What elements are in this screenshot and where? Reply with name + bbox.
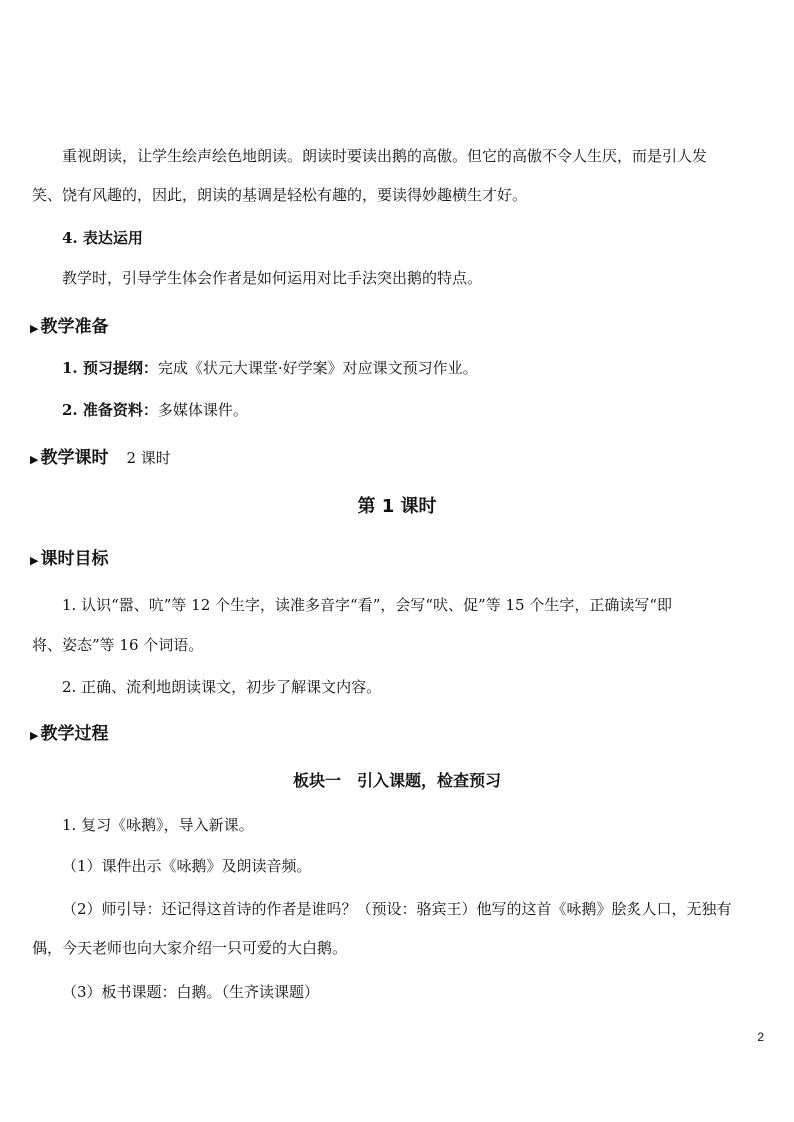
goal-line: 1. 认识“嚣、吭”等 12 个生字，读准多音字“看”，会写“吠、促”等 15 个生字，正确读写“即	[62, 596, 673, 614]
prep-item-2	[62, 400, 248, 421]
item-label: 1. 预习提纲：	[62, 359, 158, 377]
paragraph-line: 笑、饶有风趣的，因此，朗读的基调是轻松有趣的，要读得妙趣横生才好。	[32, 186, 528, 204]
triangle-bullet-icon: ▶	[30, 322, 39, 335]
item-label: 2. 准备资料：	[62, 401, 158, 419]
lesson-title: 第 1 课时	[357, 496, 437, 517]
paragraph-line: 重视朗读，让学生绘声绘色地朗读。朗读时要读出鹅的高傲。但它的高傲不令人生厌，而是引人发	[62, 147, 708, 165]
goal-line: 2. 正确、流利地朗读课文，初步了解课文内容。	[62, 678, 382, 696]
triangle-bullet-icon: ▶	[30, 729, 39, 742]
class-hours-value: 2 课时	[126, 449, 171, 467]
section-subheading: 4. 表达运用	[62, 229, 143, 247]
item-text: 多媒体课件。	[157, 401, 248, 419]
heading-text: 教学准备	[40, 317, 109, 337]
step-line: （2）师引导：还记得这首诗的作者是谁吗？（预设：骆宾王）他写的这首《咏鹅》脍炙人口，无独有	[62, 900, 732, 918]
heading-teaching-prep	[30, 312, 108, 337]
step-line: 偶，今天老师也向大家介绍一只可爱的大白鹅。	[32, 939, 348, 957]
heading-text: 课时目标	[40, 549, 109, 569]
item-text: 完成《状元大课堂·好学案》对应课文预习作业。	[157, 359, 478, 377]
triangle-bullet-icon: ▶	[30, 554, 39, 567]
page-number: 2	[757, 1030, 764, 1044]
prep-item-1	[62, 358, 478, 379]
step-line: 1. 复习《咏鹅》，导入新课。	[62, 816, 254, 834]
block-title: 板块一 引入课题，检查预习	[292, 771, 501, 790]
heading-text: 教学过程	[40, 724, 109, 744]
heading-teaching-process	[30, 719, 108, 744]
step-line: （3）板书课题：白鹅。（生齐读课题）	[62, 983, 320, 1001]
paragraph-line: 教学时，引导学生体会作者是如何运用对比手法突出鹅的特点。	[62, 269, 483, 287]
triangle-bullet-icon: ▶	[30, 453, 39, 466]
heading-lesson-goals	[30, 544, 108, 569]
step-line: （1）课件出示《咏鹅》及朗读音频。	[62, 857, 312, 875]
goal-line: 将、姿态”等 16 个词语。	[32, 636, 204, 654]
heading-class-hours	[30, 443, 171, 468]
heading-text: 教学课时	[40, 448, 109, 468]
